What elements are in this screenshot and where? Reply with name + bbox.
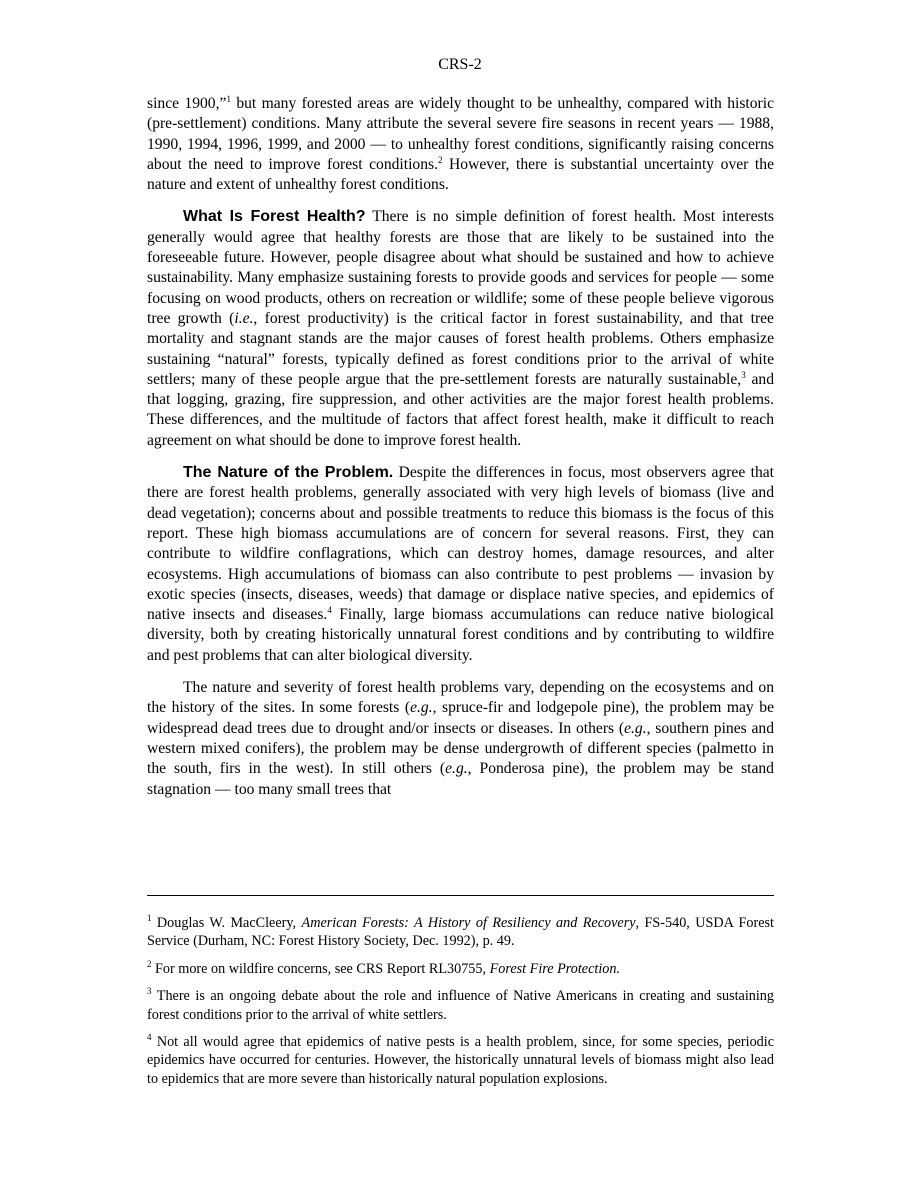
footnote-ref-4[interactable]: 4	[327, 605, 332, 616]
footnote-number: 1	[147, 913, 152, 923]
footnote-number: 3	[147, 986, 152, 997]
italic-abbrev: e.g.	[445, 760, 468, 778]
text-run: However, there is substantial uncertainty over the nature and extent of unhealthy forest conditions.	[147, 155, 774, 194]
footnote-text: , FS-540, USDA Forest Service (Durham, NC: Forest History Society, Dec. 1992), p. 49.	[147, 915, 775, 950]
footnote-text: For more on wildfire concerns, see CRS Report RL30755,	[151, 960, 490, 977]
footnote-title: Forest Fire Protection.	[489, 960, 621, 977]
text-run: , Ponderosa pine), the problem may be stand stagnation — too many small trees that	[147, 760, 774, 798]
text-run: , forest productivity) is the critical factor in forest sustainability, and that tree mortality and stagnant stands are the major causes of forest health problems. Others emphasize sustaining “natural” forests, typically defined as forest conditions prior to the arrival of white settlers; many of these people argue that the pre-settlement forests are naturally sustainable,	[147, 309, 774, 388]
italic-abbrev: e.g.	[410, 699, 433, 717]
text-run: Finally, large biomass accumulations can reduce native biological diversity, both by creating historically unnatural forest conditions and by contributing to wildfire and pest problems that can alter biological diversity.	[147, 606, 774, 664]
footnote-title: American Forests: A History of Resiliency and Recovery	[301, 915, 636, 931]
footnote-separator	[147, 895, 774, 896]
section-heading-nature-of-problem: The Nature of the Problem.	[183, 464, 394, 482]
text-run: , southern pines and western mixed conifers), the problem may be dense undergrowth of different species (palmetto in the south, firs in the west). In still others (	[147, 719, 774, 778]
text-run: , spruce-fir and lodgepole pine), the problem may be widespread dead trees due to drought and/or insects or diseases. In others (	[147, 699, 774, 737]
footnotes	[147, 914, 774, 1097]
footnote-2	[147, 960, 774, 978]
paragraph-intro	[147, 94, 774, 195]
italic-abbrev: e.g.	[624, 719, 647, 737]
footnote-text: Douglas W. MacCleery,	[151, 915, 302, 931]
footnote-ref-3[interactable]: 3	[741, 369, 746, 380]
paragraph-severity	[147, 678, 774, 800]
text-run: but many forested areas are widely thought to be unhealthy, compared with historic (pre-settlement) conditions. Many attribute the several severe fire seasons in recent years — 1988, 1990, 1994, 1996, 1999, and 2000 — to unhealthy forest conditions, significantly raising concerns about the need to improve forest conditions.	[147, 95, 774, 173]
text-run: There is no simple definition of forest health. Most interests generally would agree that healthy forests are those that are likely to be sustained into the foreseeable future. However, people disagree about what should be sustained and how to achieve sustainability. Many emphasize sustaining forests to provide goods and services for people — some focusing on wood products, others on recreation or wildlife; some of these people believe vigorous tree growth (	[147, 208, 774, 327]
footnote-number: 4	[147, 1032, 152, 1043]
section-heading-forest-health: What Is Forest Health?	[183, 208, 366, 226]
footnote-text: There is an ongoing debate about the role and influence of Native Americans in creating and sustaining forest conditions prior to the arrival of white settlers.	[147, 988, 774, 1023]
text-run: and that logging, grazing, fire suppression, and other activities are the major forest health problems. These differences, and the multitude of factors that affect forest health, make it difficult to reach agreement on what should be done to improve forest health.	[147, 370, 774, 449]
footnote-ref-1[interactable]: 1	[226, 94, 231, 104]
text-run: since 1900,”	[147, 95, 227, 112]
footnote-number: 2	[147, 958, 152, 969]
paragraph-nature-of-problem	[147, 463, 774, 666]
body-text	[147, 94, 774, 812]
text-run: The nature and severity of forest health problems vary, depending on the ecosystems and on the history of the sites. In some forests (	[147, 679, 774, 717]
footnote-text: Not all would agree that epidemics of native pests is a health problem, since, for some species, periodic epidemics have occurred for centuries. However, the historically unnatural levels of biomass might also lead to epidemics that are more severe than historically natural population explosions.	[147, 1034, 774, 1087]
footnote-1	[147, 914, 774, 951]
footnote-ref-2[interactable]: 2	[437, 154, 443, 165]
italic-abbrev: i.e.	[234, 309, 254, 327]
paragraph-forest-health	[147, 207, 774, 451]
page-number-header: CRS-2	[438, 56, 482, 73]
footnote-3	[147, 987, 774, 1024]
text-run: Despite the differences in focus, most observers agree that there are forest health problems, generally associated with very high levels of biomass (live and dead vegetation); concerns about and possible treatments to reduce this biomass is the focus of this report. These high biomass accumulations are of concern for several reasons. First, they can contribute to wildfire conflagrations, which can destroy homes, damage resources, and alter ecosystems. High accumulations of biomass can also contribute to pest problems — invasion by exotic species (insects, diseases, weeds) that damage or displace native species, and epidemics of native insects and diseases.	[147, 464, 775, 624]
footnote-4	[147, 1033, 774, 1088]
